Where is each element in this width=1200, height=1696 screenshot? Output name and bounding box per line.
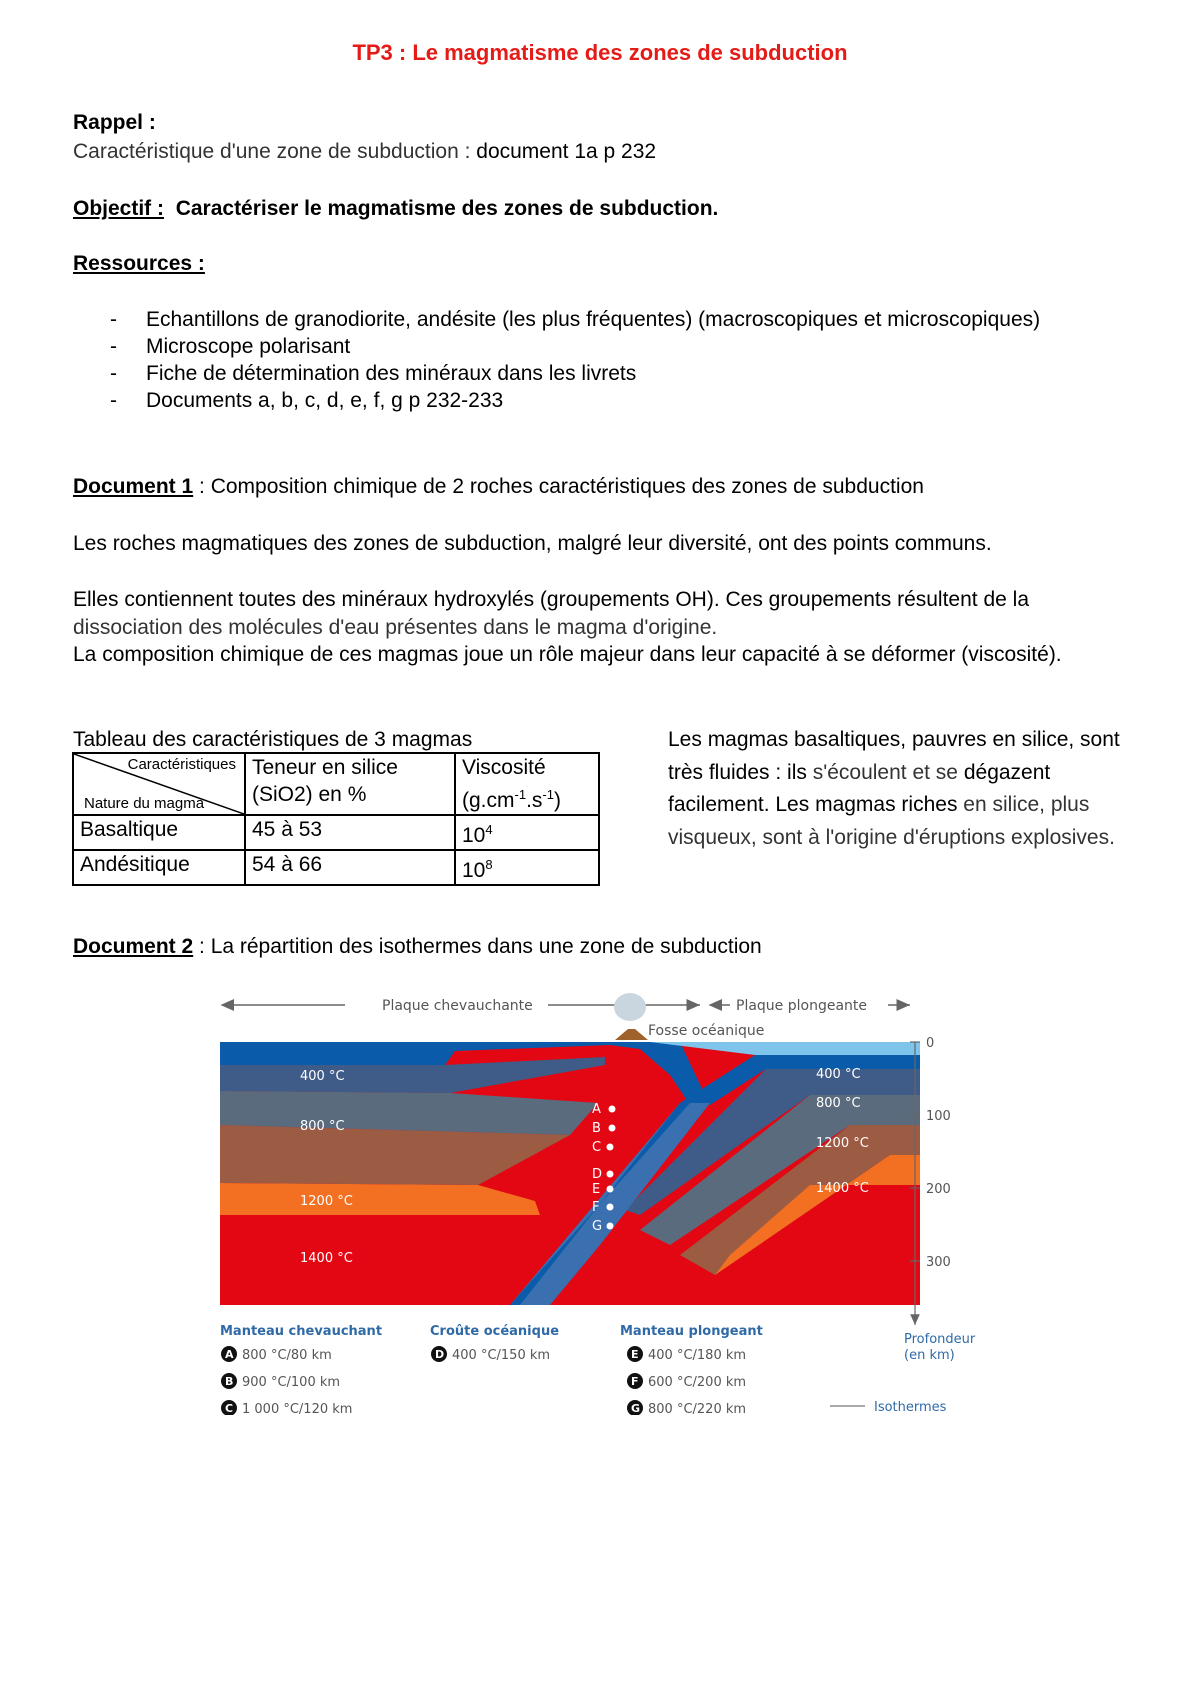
point-marker: [607, 1186, 614, 1193]
legend-value: 600 °C/200 km: [648, 1375, 747, 1390]
document2-heading: [73, 934, 762, 960]
table-header-row: [73, 753, 599, 815]
document1-title: : Composition chimique de 2 roches caractéristiques des zones de subduction: [193, 475, 924, 498]
visc-exp: 8: [485, 857, 493, 872]
volcano-icon: [615, 1029, 648, 1040]
list-item: [72, 333, 1052, 360]
iso-right-label: 400 °C: [816, 1067, 861, 1082]
side-note-b: s'écoulent et se: [812, 760, 958, 784]
list-dash: -: [110, 362, 117, 385]
cell-nature: Basaltique: [73, 815, 245, 850]
point-label: B: [592, 1121, 601, 1136]
table-caption: Tableau des caractéristiques de 3 magmas: [73, 728, 473, 751]
cell-nature: Andésitique: [73, 850, 245, 885]
list-item: [72, 306, 1052, 333]
legend-value: 800 °C/80 km: [242, 1348, 332, 1363]
list-item-text: Echantillons de granodiorite, andésite (les plus fréquentes) (macroscopiques et microscopiques): [146, 308, 1041, 331]
legend-heading: Manteau chevauchant: [220, 1324, 383, 1339]
legend-isothermes: Isothermes: [874, 1400, 947, 1415]
point-marker: [609, 1106, 616, 1113]
legend-heading: Manteau plongeant: [620, 1324, 763, 1339]
header-viscosite: [455, 753, 599, 815]
legend-letter: G: [631, 1402, 641, 1415]
header-visc-sup2: -1: [542, 787, 554, 802]
header-visc-unit-b: .s: [526, 789, 543, 812]
legend-letter: C: [225, 1402, 234, 1415]
point-label: A: [592, 1102, 601, 1117]
list-dash: -: [110, 308, 117, 331]
subduction-figure: [210, 985, 1010, 1415]
iso-left-label: 800 °C: [300, 1119, 345, 1134]
document1-para2b: dissociation des molécules d'eau présentes dans le magma d'origine.: [73, 615, 718, 639]
objectif-text: Caractériser le magmatisme des zones de subduction.: [175, 197, 719, 220]
header-visc-line1: Viscosité: [462, 756, 546, 779]
point-label: F: [592, 1200, 600, 1215]
document2-label: Document 2: [73, 935, 194, 958]
header-visc-sup1: -1: [514, 787, 527, 802]
legend-letter: E: [631, 1348, 639, 1361]
ressources-label: Ressources :: [73, 252, 205, 275]
document1-label: Document 1: [73, 475, 194, 498]
list-item-text: Documents a, b, c, d, e, f, g p 232-233: [146, 389, 504, 412]
point-marker: [607, 1223, 614, 1230]
corner-bottom-label: Nature du magma: [84, 795, 205, 812]
legend-heading: Croûte océanique: [430, 1324, 560, 1339]
point-label: C: [592, 1140, 602, 1155]
side-note-d: en silice, plus visqueux, sont à l'origine d'éruptions explosives.: [668, 793, 1115, 849]
list-item: [72, 387, 1052, 414]
ressources-list: [72, 306, 1052, 414]
cell-viscosite: [455, 815, 599, 850]
iso-right-label: 1400 °C: [816, 1181, 869, 1196]
rappel-text-plain: Caractéristique d'une zone de subduction :: [73, 140, 477, 163]
iso-right-label: 1200 °C: [816, 1136, 869, 1151]
legend-value: 1 000 °C/120 km: [242, 1402, 353, 1415]
visc-base: 10: [462, 859, 486, 882]
legend-value: 400 °C/150 km: [452, 1348, 551, 1363]
label-fosse: Fosse océanique: [648, 1023, 765, 1039]
table-row: [73, 850, 599, 885]
document1-para2: [73, 586, 1133, 641]
point-label: E: [592, 1182, 601, 1197]
point-marker: [609, 1125, 616, 1132]
iso-left-label: 400 °C: [300, 1069, 345, 1084]
list-item: [72, 360, 1052, 387]
document1-para3: La composition chimique de ces magmas joue un rôle majeur dans leur capacité à se déformer (viscosité).: [73, 643, 1062, 666]
point-marker: [607, 1171, 614, 1178]
cell-silice: 54 à 66: [245, 850, 455, 885]
document1-heading: [73, 474, 924, 500]
legend-value: 400 °C/180 km: [648, 1348, 747, 1363]
table-row: [73, 815, 599, 850]
legend-value: 900 °C/100 km: [242, 1375, 341, 1390]
depth-tick-label: 100: [926, 1109, 951, 1124]
rappel-label: Rappel :: [73, 111, 156, 134]
rappel-text: [73, 139, 656, 165]
legend-letter: F: [631, 1375, 639, 1388]
point-label: D: [592, 1167, 603, 1182]
document2-title: : La répartition des isothermes dans une zone de subduction: [193, 935, 762, 958]
side-note: [668, 724, 1138, 854]
side-note-a: Les magmas basaltiques, pauvres en silice, sont très fluides : ils: [668, 728, 1120, 784]
list-item-text: Microscope polarisant: [146, 335, 351, 358]
depth-axis: [904, 1036, 976, 1363]
header-silice-line2: (SiO2) en %: [252, 783, 367, 806]
legend-letter: A: [225, 1348, 234, 1361]
visc-base: 10: [462, 824, 486, 847]
legend-value: 800 °C/220 km: [648, 1402, 747, 1415]
depth-tick-label: 0: [926, 1036, 935, 1051]
visc-exp: 4: [485, 822, 493, 837]
label-plaque-plongeante: Plaque plongeante: [736, 998, 868, 1014]
figure-legend: [220, 1324, 947, 1415]
depth-tick-label: 300: [926, 1255, 951, 1270]
point-marker: [607, 1204, 614, 1211]
side-note-c: dégazent facilement. Les magmas riches: [668, 760, 1051, 816]
page-title: TP3 : Le magmatisme des zones de subduction: [352, 40, 848, 65]
table-corner-cell: [73, 753, 245, 815]
document1-para1: Les roches magmatiques des zones de subduction, malgré leur diversité, ont des points communs.: [73, 532, 992, 555]
label-plaque-chevauchante: Plaque chevauchante: [382, 998, 533, 1014]
header-visc-unit-c: ): [553, 789, 561, 812]
iso-left-label: 1200 °C: [300, 1194, 353, 1209]
list-dash: -: [110, 335, 117, 358]
iso-right-label: 800 °C: [816, 1096, 861, 1111]
objectif-label: Objectif :: [73, 197, 165, 220]
point-marker: [607, 1144, 614, 1151]
document1-para2a: Elles contiennent toutes des minéraux hydroxylés (groupements OH). Ces groupements résultent de la: [73, 588, 1029, 611]
legend-letter: D: [435, 1348, 445, 1361]
header-silice: [245, 753, 455, 815]
list-item-text: Fiche de détermination des minéraux dans les livrets: [146, 362, 637, 385]
depth-axis-unit: (en km): [904, 1348, 955, 1363]
list-dash: -: [110, 389, 117, 412]
header-silice-line1: Teneur en silice: [252, 756, 398, 779]
legend-letter: B: [225, 1375, 234, 1388]
volcano-plume: [614, 993, 646, 1021]
depth-axis-title: Profondeur: [904, 1332, 976, 1347]
magma-table: [72, 752, 600, 886]
depth-tick-label: 200: [926, 1182, 951, 1197]
rappel-text-ref: document 1a p 232: [476, 140, 657, 163]
cell-viscosite: [455, 850, 599, 885]
objectif: [73, 196, 718, 222]
point-label: G: [592, 1219, 603, 1234]
cell-silice: 45 à 53: [245, 815, 455, 850]
corner-top-label: Caractéristiques: [127, 756, 236, 773]
iso-left-label: 1400 °C: [300, 1251, 353, 1266]
header-visc-unit-a: (g.cm: [462, 789, 515, 812]
